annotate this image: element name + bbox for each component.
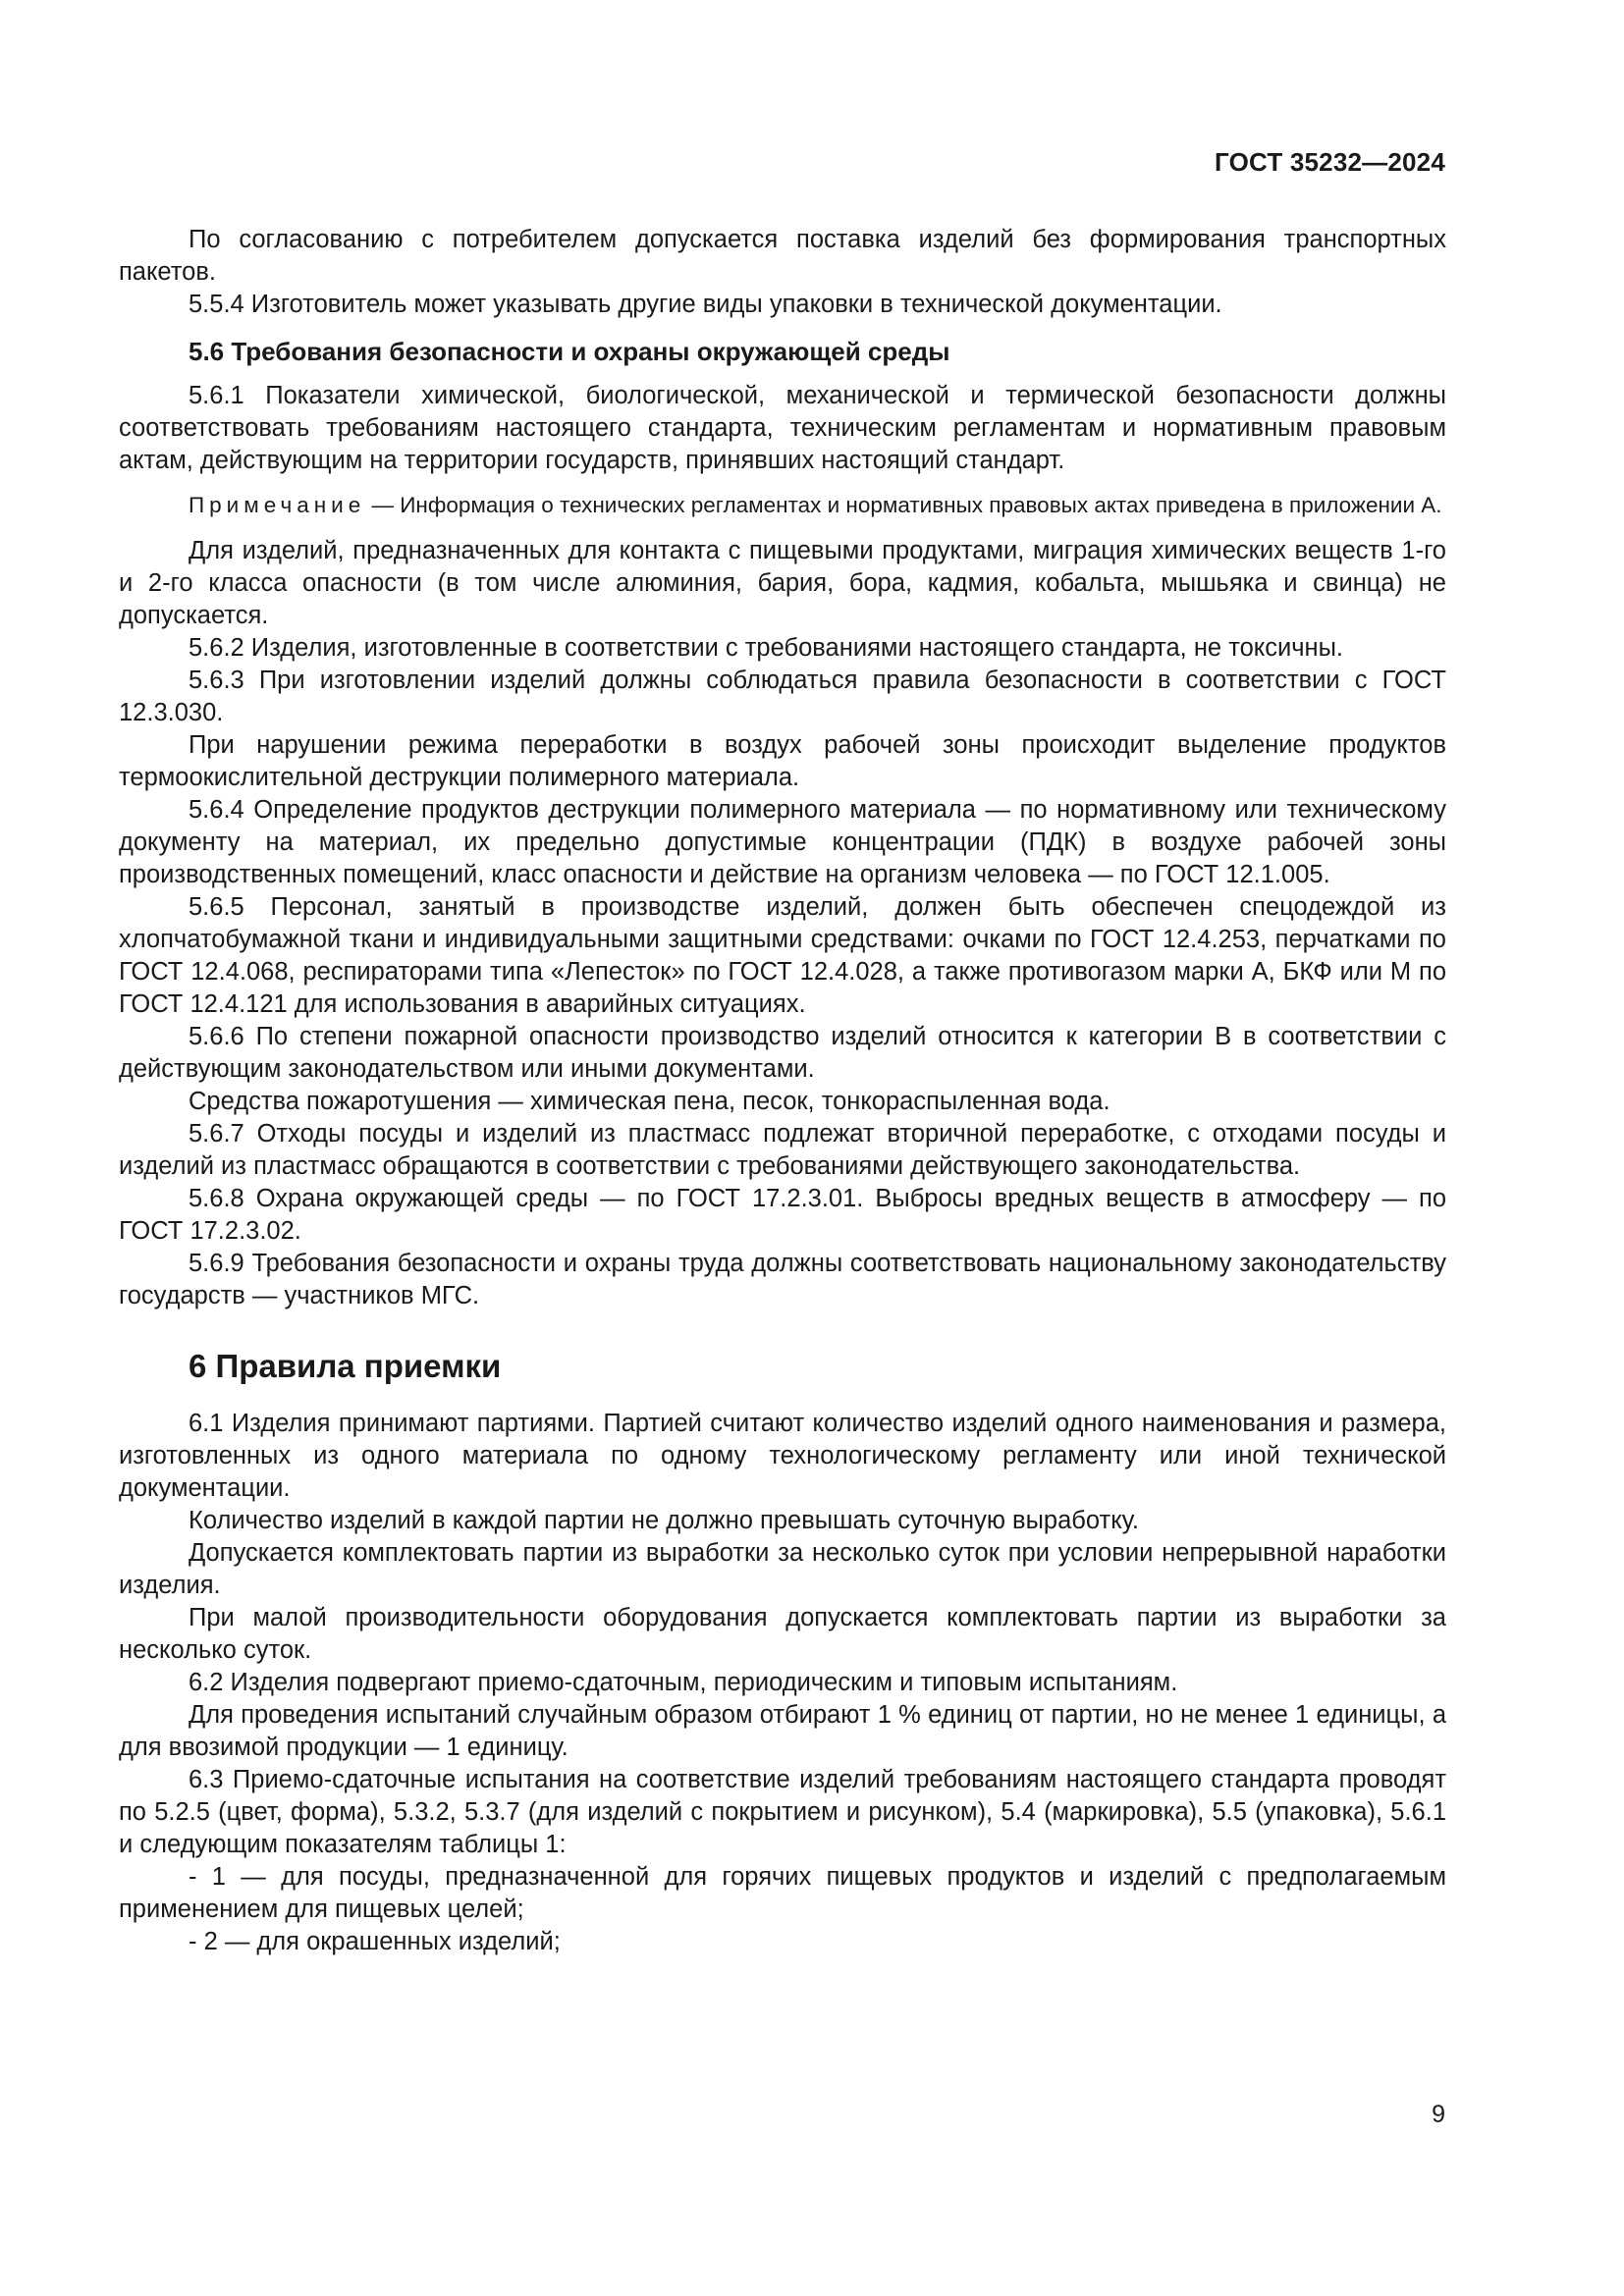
paragraph: При нарушении режима переработки в воздух рабочей зоны происходит выделение продуктов термоокислительной деструкции полимерного материала. (119, 731, 1446, 791)
chapter-heading: 6 Правила приемки (189, 1348, 502, 1384)
document-body (119, 224, 1446, 1958)
paragraph: При малой производительности оборудования допускается комплектовать партии из выработки за несколько суток. (119, 1604, 1446, 1664)
note-text: — Информация о технических регламентах и нормативных правовых актах приведена в приложении А. (365, 493, 1442, 517)
paragraph: 5.6.3 При изготовлении изделий должны соблюдаться правила безопасности в соответствии с ГОСТ 12.3.030. (119, 667, 1446, 726)
paragraph: 5.5.4 Изготовитель может указывать другие виды упаковки в технической документации. (189, 291, 1222, 318)
paragraph: По согласованию с потребителем допускается поставка изделий без формирования транспортных пакетов. (119, 226, 1446, 286)
paragraph: 5.6.2 Изделия, изготовленные в соответствии с требованиями настоящего стандарта, не токсичны. (189, 634, 1343, 662)
paragraph: 5.6.4 Определение продуктов деструкции полимерного материала — по нормативному или техническому документу на материал, их предельно допустимые концентрации (ПДК) в воздухе рабочей зоны производственных помещений, класс опасности и действие на организм человека — по ГОСТ 12.1.005. (119, 796, 1446, 888)
note (119, 491, 1446, 519)
paragraph: 5.6.8 Охрана окружающей среды — по ГОСТ 17.2.3.01. Выбросы вредных веществ в атмосферу — по ГОСТ 17.2.3.02. (119, 1185, 1446, 1245)
paragraph: Для изделий, предназначенных для контакта с пищевыми продуктами, миграция химических веществ 1-го и 2-го класса опасности (в том числе алюминия, бария, бора, кадмия, кобальта, мышьяка и свинца) не допускается. (119, 537, 1446, 629)
list-item: - 2 — для окрашенных изделий; (189, 1928, 561, 1955)
paragraph: Для проведения испытаний случайным образом отбирают 1 % единиц от партии, но не менее 1 единицы, а для ввозимой продукции — 1 единицу. (119, 1701, 1446, 1761)
paragraph: 5.6.1 Показатели химической, биологической, механической и термической безопасности должны соответствовать требованиям настоящего стандарта, техническим регламентам и нормативным правовым актам, действующим на территории государств, принявших настоящий стандарт. (119, 382, 1446, 474)
document-header: ГОСТ 35232—2024 (1215, 147, 1445, 177)
paragraph: 6.1 Изделия принимают партиями. Партией считают количество изделий одного наименования и размера, изготовленных из одного материала по одному технологическому регламенту или иной технической документации. (119, 1410, 1446, 1502)
paragraph: Количество изделий в каждой партии не должно превышать суточную выработку. (189, 1507, 1139, 1534)
paragraph: Средства пожаротушения — химическая пена, песок, тонкораспыленная вода. (189, 1088, 1110, 1115)
paragraph: 5.6.7 Отходы посуды и изделий из пластмасс подлежат вторичной переработке, с отходами посуды и изделий из пластмасс обращаются в соответствии с требованиями действующего законодательства. (119, 1120, 1446, 1180)
note-label: Примечание (189, 493, 366, 517)
paragraph: 5.6.5 Персонал, занятый в производстве изделий, должен быть обеспечен спецодеждой из хлопчатобумажной ткани и индивидуальными защитными средствами: очками по ГОСТ 12.4.253, перчатками по ГОСТ 12.4.068, респираторами типа «Лепесток» по ГОСТ 12.4.028, а также противогазом марки А, БКФ или М по ГОСТ 12.4.121 для использования в аварийных ситуациях. (119, 893, 1446, 1018)
page-number: 9 (1432, 2101, 1445, 2128)
section-heading: 5.6 Требования безопасности и охраны окружающей среды (189, 337, 950, 366)
paragraph: 6.2 Изделия подвергают приемо-сдаточным, периодическим и типовым испытаниям. (189, 1669, 1178, 1696)
paragraph: Допускается комплектовать партии из выработки за несколько суток при условии непрерывной наработки изделия. (119, 1539, 1446, 1599)
paragraph: 6.3 Приемо-сдаточные испытания на соответствие изделий требованиям настоящего стандарта проводят по 5.2.5 (цвет, форма), 5.3.2, 5.3.7 (для изделий с покрытием и рисунком), 5.4 (маркировка), 5.5 (упаковка), 5.6.1 и следующим показателям таблицы 1: (119, 1766, 1446, 1858)
list-item: - 1 — для посуды, предназначенной для горячих пищевых продуктов и изделий с предполагаемым применением для пищевых целей; (119, 1863, 1446, 1923)
paragraph: 5.6.6 По степени пожарной опасности производство изделий относится к категории В в соответствии с действующим законодательством или иными документами. (119, 1023, 1446, 1083)
paragraph: 5.6.9 Требования безопасности и охраны труда должны соответствовать национальному законодательству государств — участников МГС. (119, 1250, 1446, 1309)
